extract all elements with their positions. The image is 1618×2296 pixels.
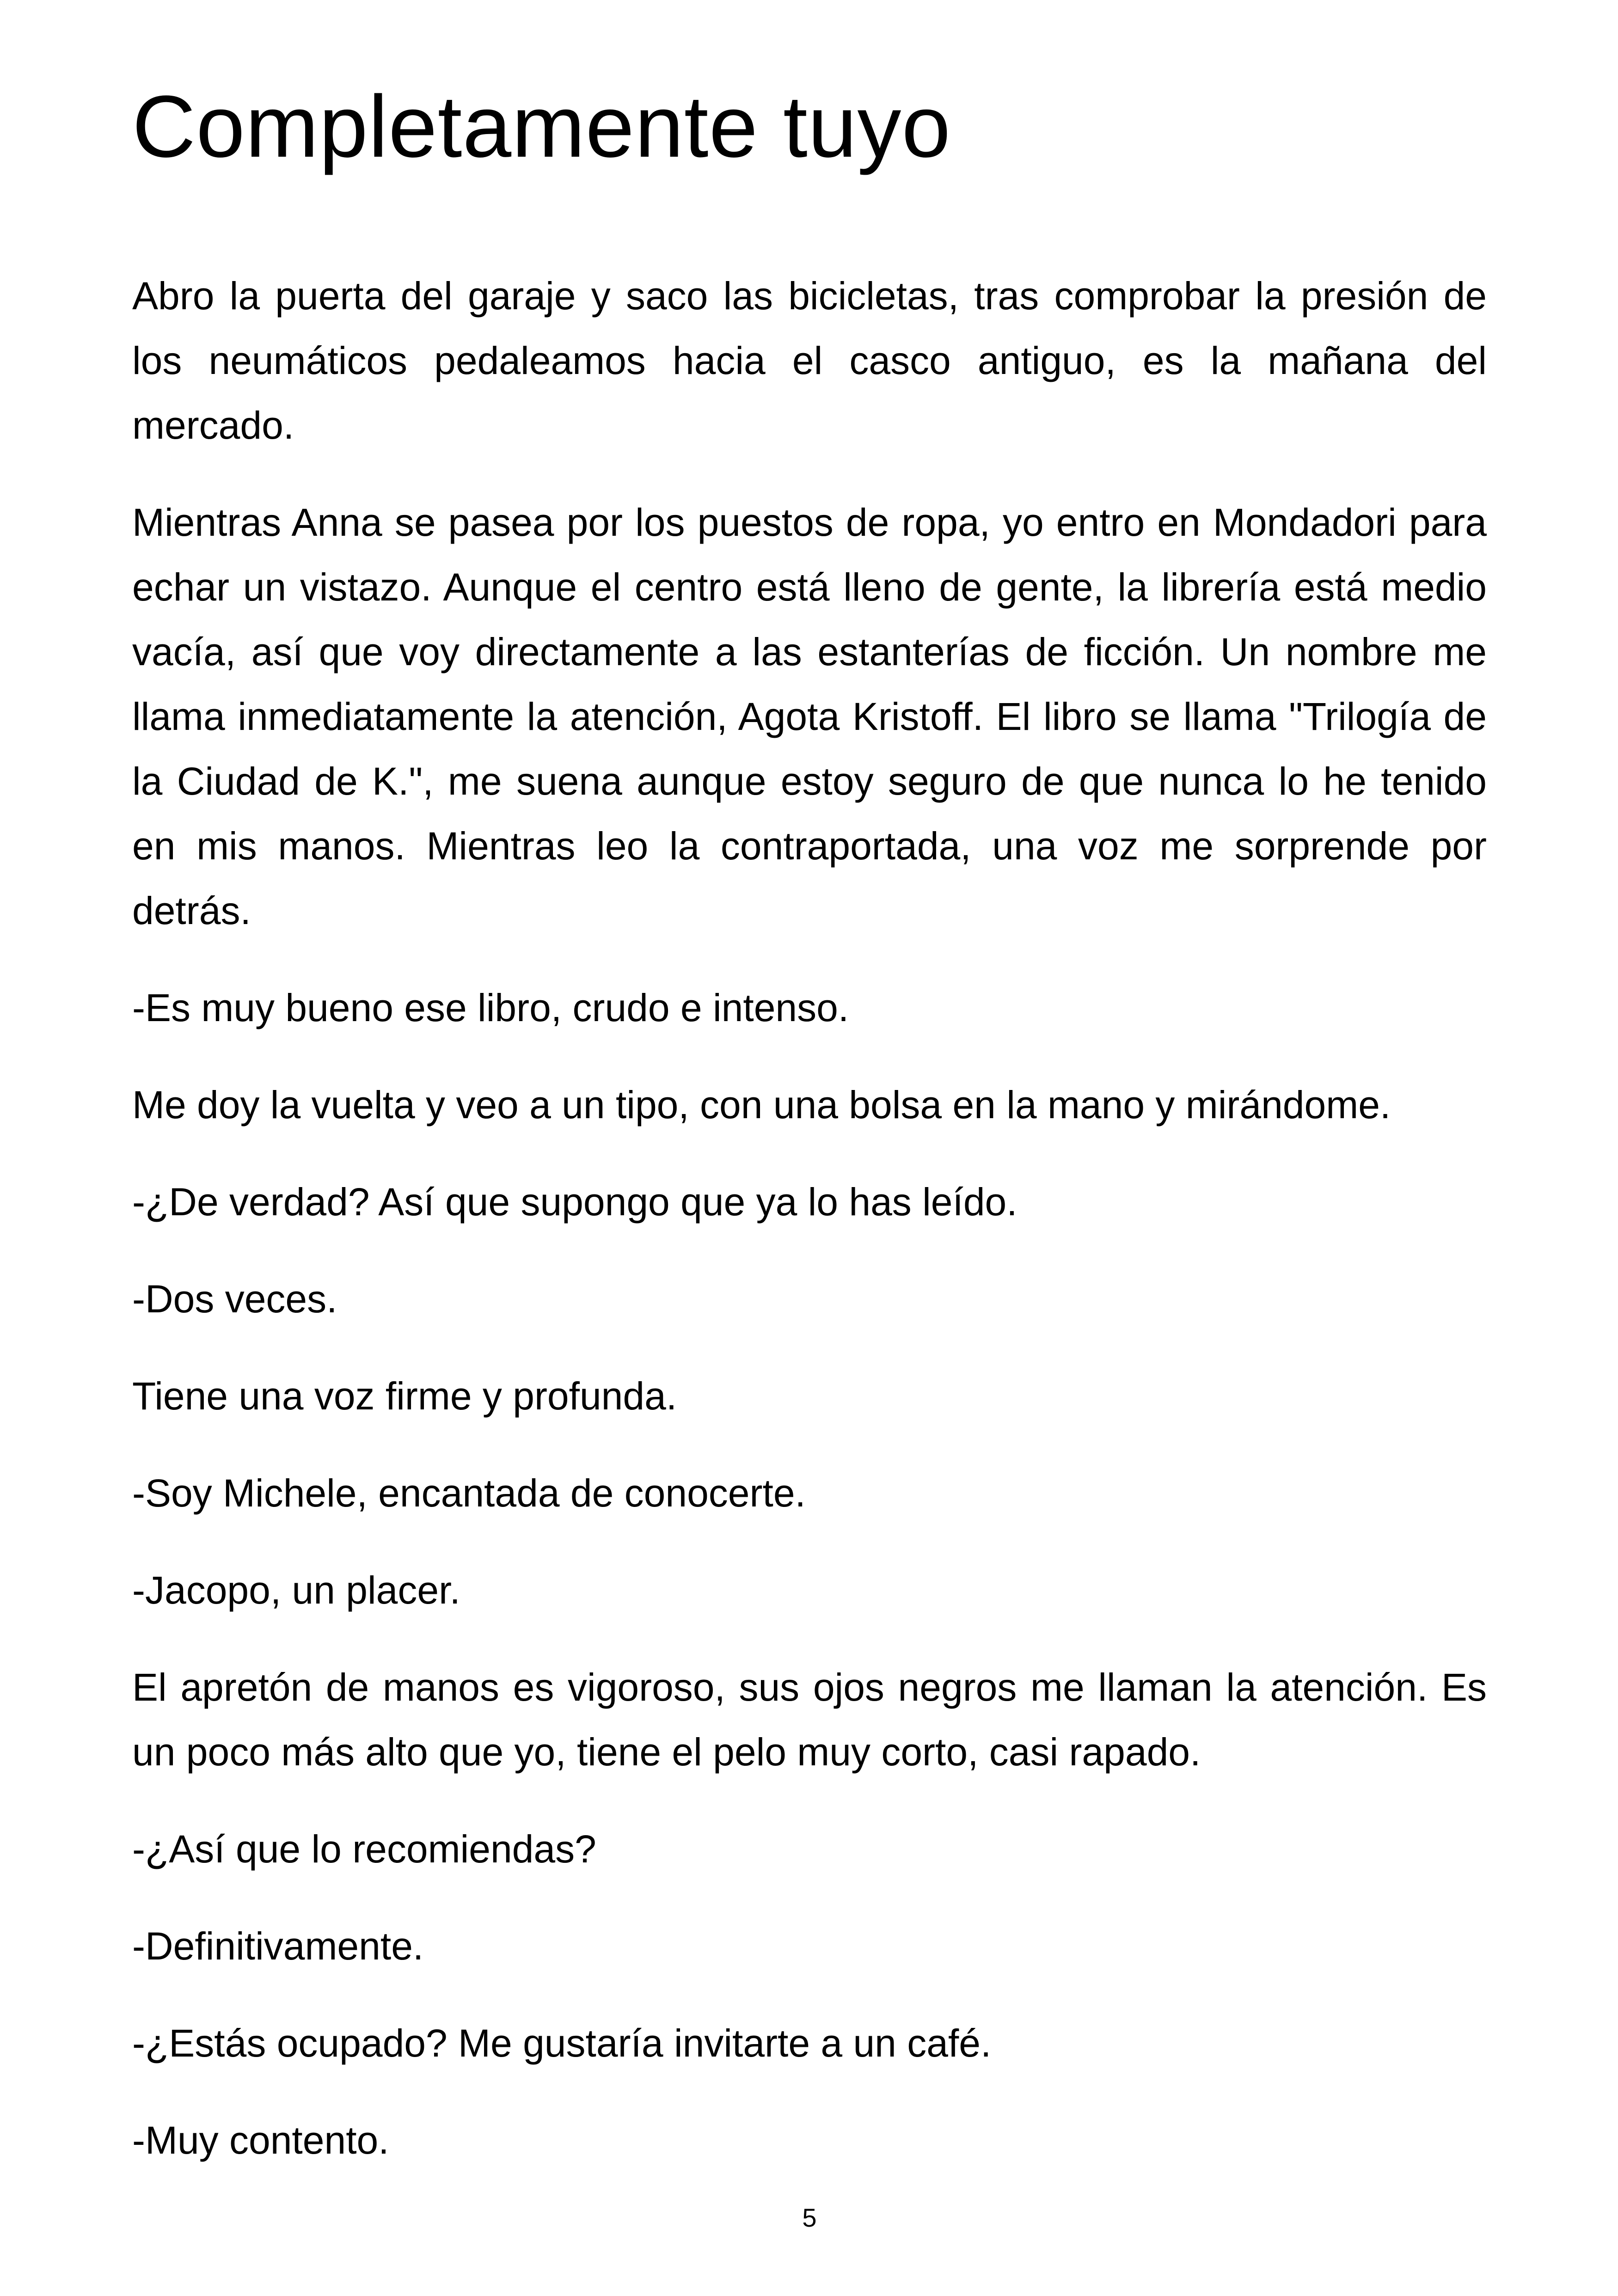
paragraph-narration: Me doy la vuelta y veo a un tipo, con una bolsa en la mano y mirándome. [132,1083,1391,1127]
dialogue-line: -Soy Michele, encantada de conocerte. [132,1471,806,1515]
paragraph-2: Mientras Anna se pasea por los puestos de ropa, yo entro en Mondadori para echar un vistazo. Aunque el centro está lleno de gente, la librería está medio vacía, así que voy directamente a las estanterías de ficción. Un nombre me llama inmediatamente la atención, Agota Kristoff. El libro se llama "Trilogía de la Ciudad de K.", me suena aunque estoy seguro de que nunca lo he tenido en mis manos. Mientras leo la contraportada, una voz me sorprende por detrás. [132,501,1487,932]
dialogue-line: -Muy contento. [132,2118,389,2162]
page-number: 5 [802,2203,817,2232]
dialogue-line: -Es muy bueno ese libro, crudo e intenso. [132,986,849,1029]
dialogue-line: -Jacopo, un placer. [132,1568,460,1612]
document-page [132,0,1487,2296]
dialogue-line: -¿Así que lo recomiendas? [132,1827,596,1871]
dialogue-line: -¿De verdad? Así que supongo que ya lo has leído. [132,1180,1017,1224]
chapter-title: Completamente tuyo [132,78,951,176]
dialogue-line: -Dos veces. [132,1277,337,1321]
dialogue-line: -¿Estás ocupado? Me gustaría invitarte a un café. [132,2021,992,2065]
paragraph-narration: El apretón de manos es vigoroso, sus ojos negros me llaman la atención. Es un poco más alto que yo, tiene el pelo muy corto, casi rapado. [132,1665,1487,1774]
body-text [132,263,1487,2205]
dialogue-line: -Definitivamente. [132,1924,424,1968]
paragraph-narration: Tiene una voz firme y profunda. [132,1374,677,1418]
paragraph-1: Abro la puerta del garaje y saco las bicicletas, tras comprobar la presión de los neumáticos pedaleamos hacia el casco antiguo, es la mañana del mercado. [132,274,1487,447]
